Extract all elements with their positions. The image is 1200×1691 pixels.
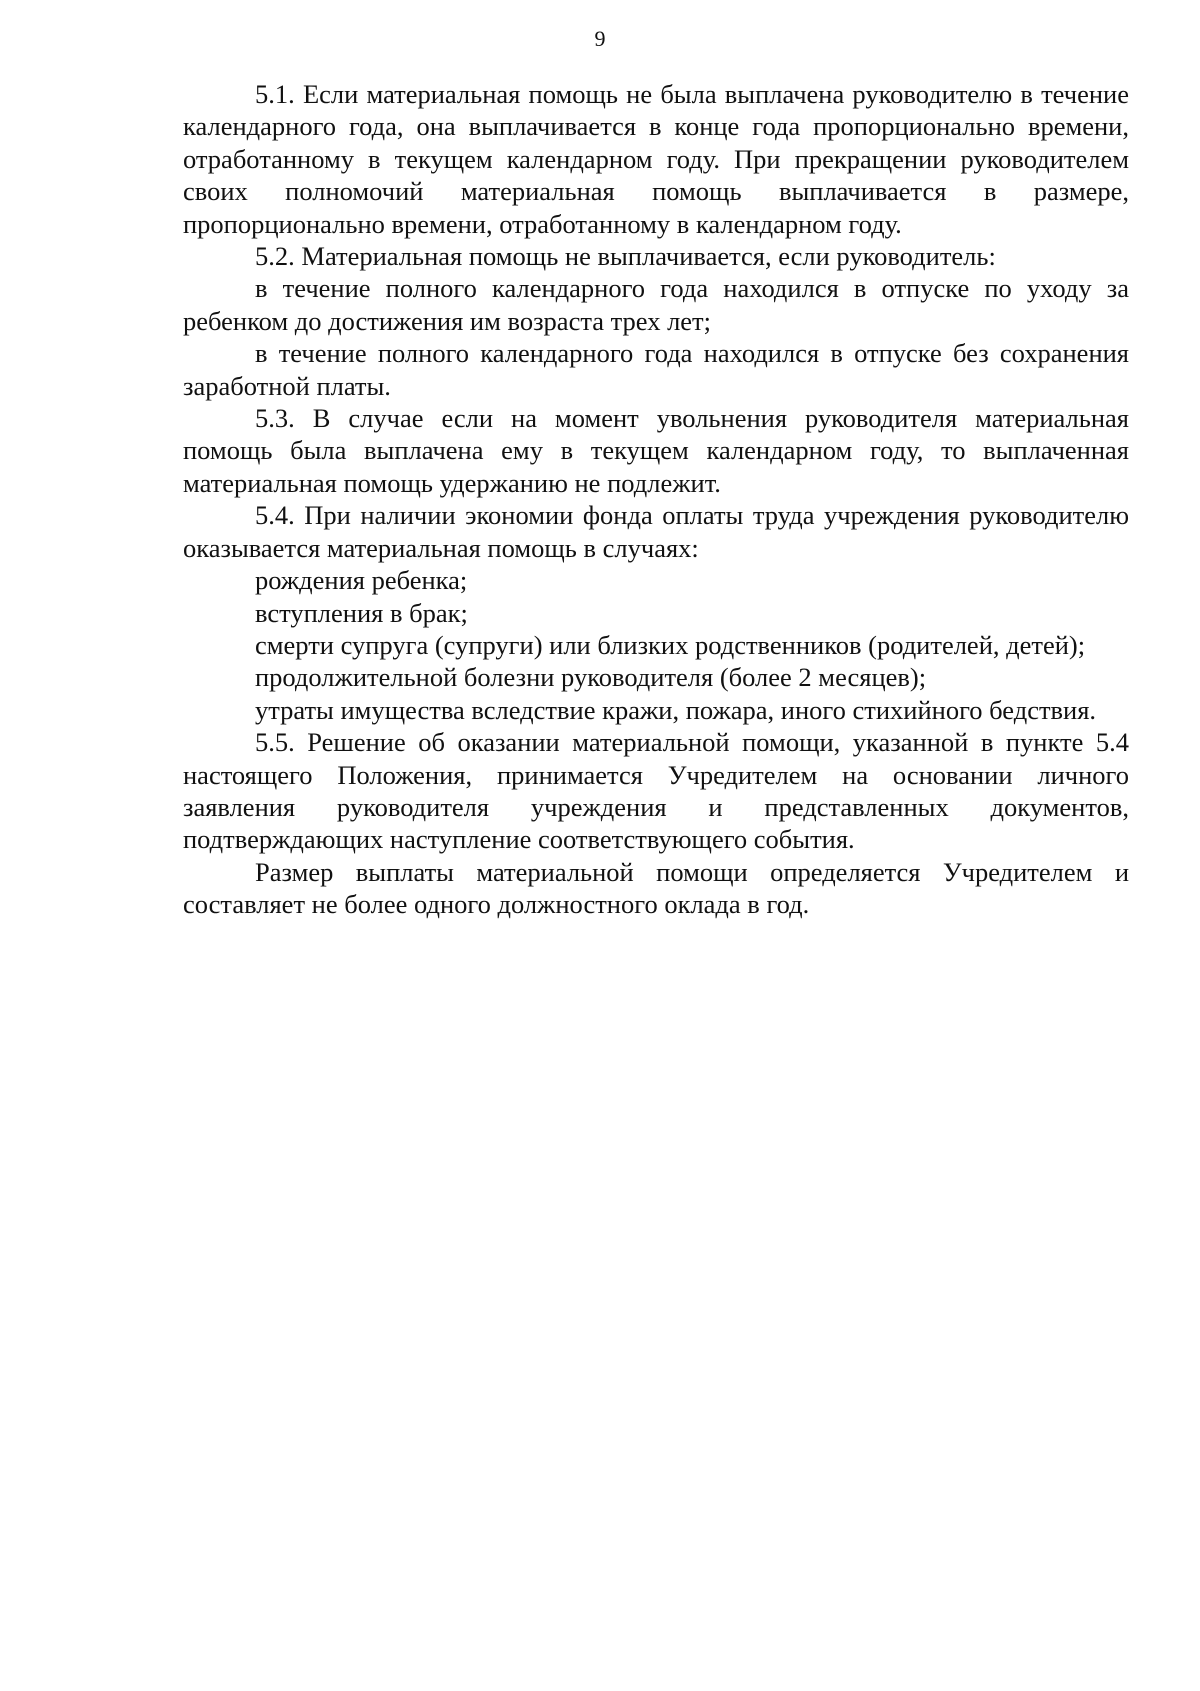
paragraph-5-4: 5.4. При наличии экономии фонда оплаты труда учреждения руководителю оказывается материальная помощь в случаях: (183, 500, 1129, 563)
paragraph-5-2: 5.2. Материальная помощь не выплачивается, если руководитель: (255, 241, 996, 272)
paragraph-5-2-item-unpaid-leave: в течение полного календарного года находился в отпуске без сохранения заработной платы. (183, 338, 1129, 401)
document-body (183, 78, 1129, 921)
paragraph-5-4-item-illness: продолжительной болезни руководителя (более 2 месяцев); (255, 662, 927, 693)
paragraph-5-4-item-childbirth: рождения ребенка; (255, 565, 468, 596)
paragraph-5-3: 5.3. В случае если на момент увольнения руководителя материальная помощь была выплачена ему в текущем календарном году, то выплаченная материальная помощь удержанию не подлежит. (183, 403, 1129, 498)
paragraph-payment-amount: Размер выплаты материальной помощи определяется Учредителем и составляет не более одного должностного оклада в год. (183, 856, 1129, 920)
paragraph-5-4-item-bereavement: смерти супруга (супруги) или близких родственников (родителей, детей); (255, 629, 1086, 660)
paragraph-5-4-item-marriage: вступления в брак; (255, 597, 468, 628)
paragraph-5-2-item-childcare-leave: в течение полного календарного года находился в отпуске по уходу за ребенком до достижения им возраста трех лет; (183, 273, 1129, 336)
paragraph-5-5: 5.5. Решение об оказании материальной помощи, указанной в пункте 5.4 настоящего Положения, принимается Учредителем на основании личного заявления руководителя учреждения и представленных документов, подтверждающих наступление соответствующего события. (183, 727, 1129, 855)
paragraph-5-1: 5.1. Если материальная помощь не была выплачена руководителю в течение календарного года, она выплачивается в конце года пропорционально времени, отработанному в текущем календарном году. При прекращении руководителем своих полномочий материальная помощь выплачивается в размере, пропорционально времени, отработанному в календарном году. (183, 79, 1129, 239)
page-number: 9 (594, 26, 606, 51)
paragraph-5-4-item-property-loss: утраты имущества вследствие кражи, пожара, иного стихийного бедствия. (255, 694, 1097, 725)
